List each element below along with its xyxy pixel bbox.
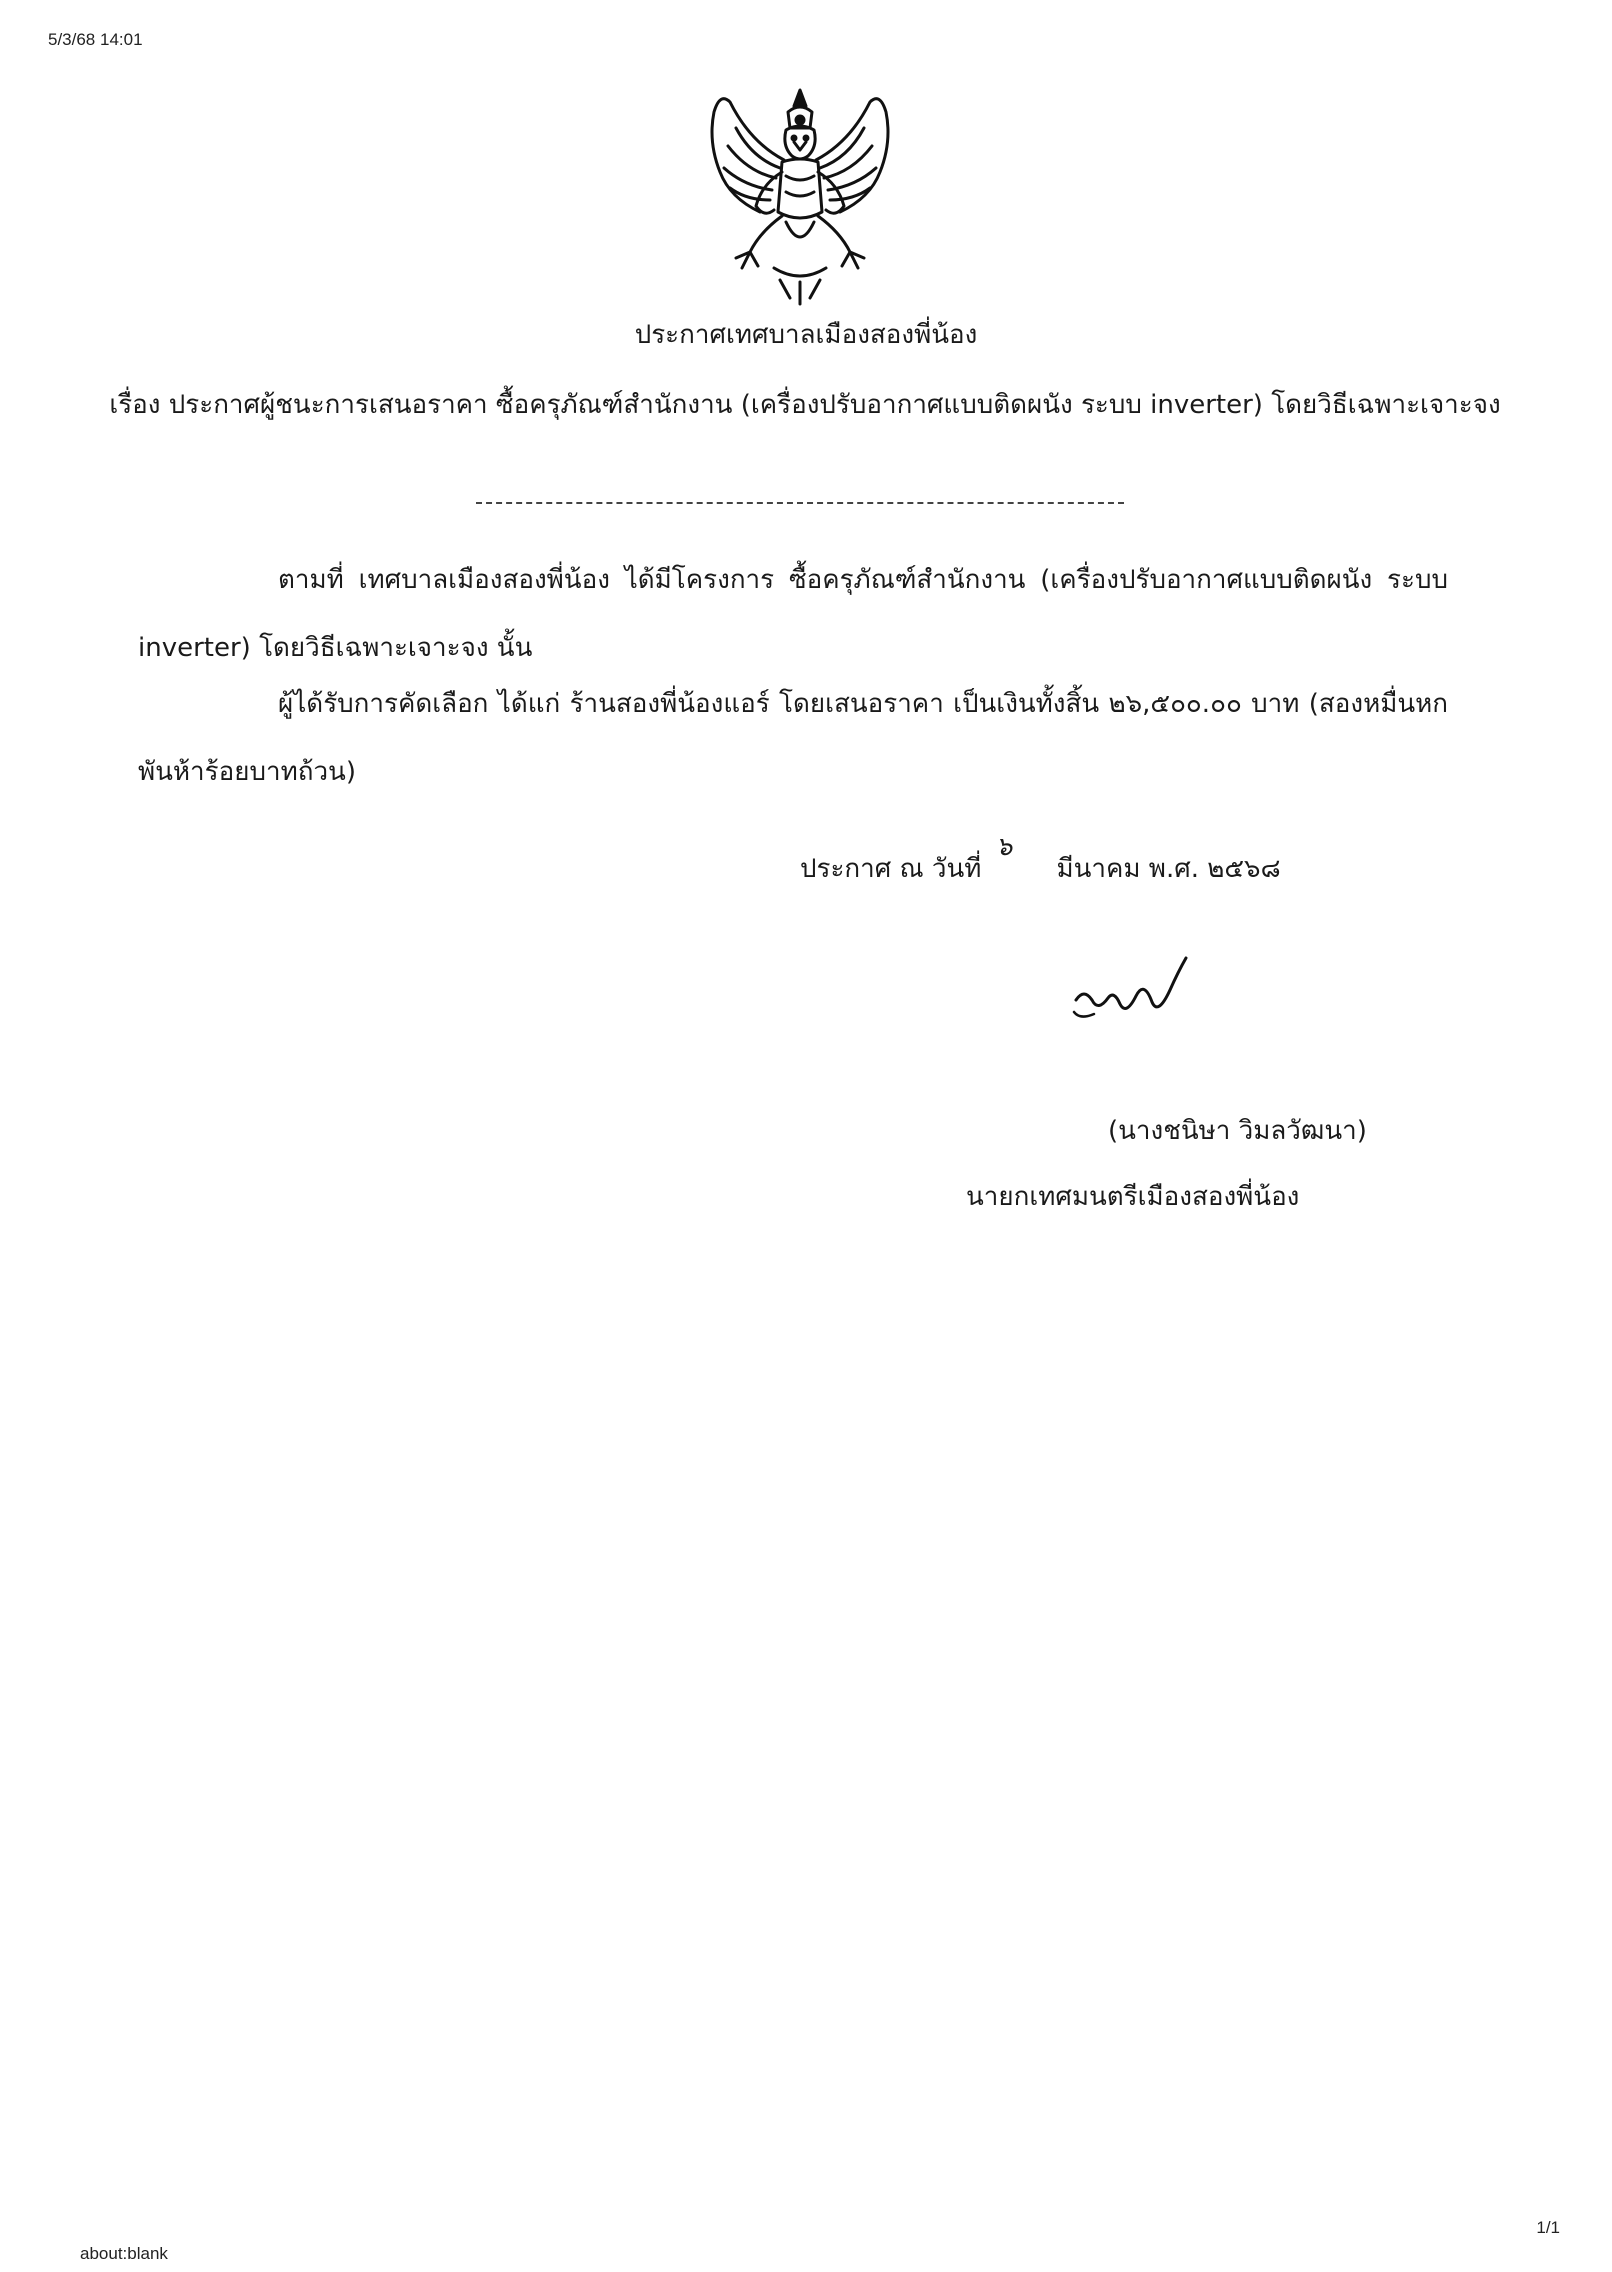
signature-icon bbox=[1070, 950, 1200, 1030]
page-number: 1/1 bbox=[1536, 2218, 1560, 2237]
notice-subject: เรื่อง ประกาศผู้ชนะการเสนอราคา ซื้อครุภัณฑ์สำนักงาน (เครื่องปรับอากาศแบบติดผนัง ระบบ inverter) โดยวิธีเฉพาะเจาะจง bbox=[109, 390, 1501, 420]
date-prefix: ประกาศ ณ วันที่ bbox=[800, 854, 982, 884]
divider-line bbox=[476, 502, 1124, 504]
signer-position: นายกเทศมนตรีเมืองสองพี่น้อง bbox=[966, 1182, 1300, 1212]
notice-title: ประกาศเทศบาลเมืองสองพี่น้อง bbox=[634, 320, 978, 350]
signer-name: (นางชนิษา วิมลวัฒนา) bbox=[1108, 1116, 1367, 1146]
garuda-emblem-icon bbox=[690, 72, 910, 312]
announcement-date bbox=[800, 832, 1281, 889]
date-day: ๖ bbox=[995, 832, 1013, 862]
print-url: about:blank bbox=[80, 2244, 168, 2263]
paragraph-project: ตามที่ เทศบาลเมืองสองพี่น้อง ได้มีโครงการ ซื้อครุภัณฑ์สำนักงาน (เครื่องปรับอากาศแบบติดผนัง ระบบ inverter) โดยวิธีเฉพาะเจาะจง นั้น bbox=[138, 565, 1448, 663]
paragraph-winner: ผู้ได้รับการคัดเลือก ได้แก่ ร้านสองพี่น้องแอร์ โดยเสนอราคา เป็นเงินทั้งสิ้น ๒๖,๕๐๐.๐๐ บาท (สองหมื่นหกพันห้าร้อยบาทถ้วน) bbox=[138, 689, 1448, 787]
date-month-year: มีนาคม พ.ศ. ๒๕๖๘ bbox=[1056, 854, 1281, 884]
print-timestamp: 5/3/68 14:01 bbox=[48, 30, 143, 49]
